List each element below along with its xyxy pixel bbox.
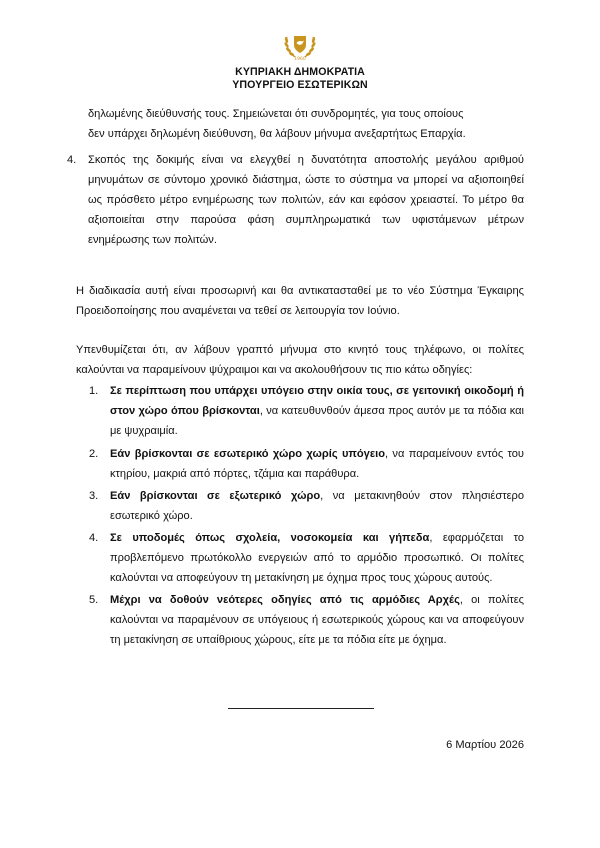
header-ministry: ΥΠΟΥΡΓΕΙΟ ΕΣΩΤΕΡΙΚΩΝ [232, 79, 368, 91]
paragraph-temporary-procedure: Η διαδικασία αυτή είναι προσωρινή και θα αντικατασταθεί με το νέο Σύστημα Έγκαιρης Προειδοποίησης που αναμένεται να τεθεί σε λειτουργία τον Ιούνιο. [76, 285, 524, 317]
instruction-number: 2. [89, 448, 99, 460]
instruction-number: 4. [89, 532, 99, 544]
instruction-text: , οι πολίτες καλούνται να παραμένουν σε υπόγειους ή εσωτερικούς χώρους και να αποφεύγουν τη μετακίνηση σε υπαίθριους χώρους, είτε με τα πόδια είτε με όχημα. [110, 594, 524, 646]
list-item-text: Σκοπός της δοκιμής είναι να ελεγχθεί η δυνατότητα αποστολής μεγάλου αριθμού μηνυμάτων σε σύντομο χρονικό διάστημα, ώστε το σύστημα να μπορεί να αξιοποιηθεί ως πρόσθετο μέτρο ενημέρωσης των πολιτών, εάν και εφόσον χρειαστεί. Το μέτρο θα αξιοποιείται στην παρούσα φάση συμπληρωματικά των υφιστάμενων μέτρων ενημέρωσης των πολιτών. [88, 154, 524, 246]
instruction-item-2 [89, 444, 524, 484]
instruction-number: 3. [89, 490, 99, 502]
svg-text:1960: 1960 [294, 57, 306, 61]
instruction-item-5 [89, 590, 524, 650]
instruction-number: 1. [89, 385, 99, 397]
instruction-number: 5. [89, 594, 99, 606]
instruction-bold-text: Εάν βρίσκονται σε εξωτερικό χώρο [110, 490, 321, 502]
list-item-number: 4. [67, 154, 77, 166]
signature-divider [228, 708, 374, 709]
instruction-bold-text: Σε περίπτωση που υπάρχει υπόγειο στην οικία τους, σε γειτονική οικοδομή ή στον χώρο όπου βρίσκονται [110, 385, 524, 417]
instruction-text: , να κατευθυνθούν άμεσα προς αυτόν με τα πόδια και με ψυχραιμία. [110, 405, 524, 437]
continued-line-1: δηλωμένης διεύθυνσής τους. Σημειώνεται ότι συνδρομητές, για τους οποίους [88, 108, 464, 120]
continued-line-2: δεν υπάρχει δηλωμένη διεύθυνση, θα λάβουν μήνυμα ανεξαρτήτως Επαρχία. [88, 128, 466, 140]
continued-item-text [88, 104, 524, 144]
instruction-item-3 [89, 486, 524, 526]
instruction-item-1 [89, 381, 524, 441]
instruction-bold-text: Μέχρι να δοθούν νεότερες οδηγίες από τις αρμόδιες Αρχές [110, 594, 460, 606]
document-date: 6 Μαρτίου 2026 [446, 739, 524, 751]
header-country: ΚΥΠΡΙΑΚΗ ΔΗΜΟΚΡΑΤΙΑ [235, 66, 365, 78]
instruction-text: , να παραμείνουν εντός του κτηρίου, μακριά από πόρτες, τζάμια και παράθυρα. [110, 448, 524, 480]
instruction-bold-text: Σε υποδομές όπως σχολεία, νοσοκομεία και γήπεδα [110, 532, 430, 544]
instruction-text: , να μετακινηθούν στον πλησιέστερο εσωτερικό χώρο. [110, 490, 524, 522]
cyprus-coat-of-arms-icon [283, 31, 317, 61]
paragraph-reminder: Υπενθυμίζεται ότι, αν λάβουν γραπτό μήνυμα στο κινητό τους τηλέφωνο, οι πολίτες καλούνται να παραμείνουν ψύχραιμοι και να ακολουθήσουν τις πιο κάτω οδηγίες: [76, 344, 524, 376]
list-item-4 [67, 150, 524, 250]
instruction-item-4 [89, 528, 524, 588]
instruction-text: , εφαρμόζεται το προβλεπόμενο πρωτόκολλο ενεργειών από το αρμόδιο προσωπικό. Οι πολίτες καλούνται να αποφεύγουν τη μετακίνηση με όχημα προς τους χώρους αυτούς. [110, 532, 524, 584]
instruction-bold-text: Εάν βρίσκονται σε εσωτερικό χώρο χωρίς υπόγειο [110, 448, 385, 460]
